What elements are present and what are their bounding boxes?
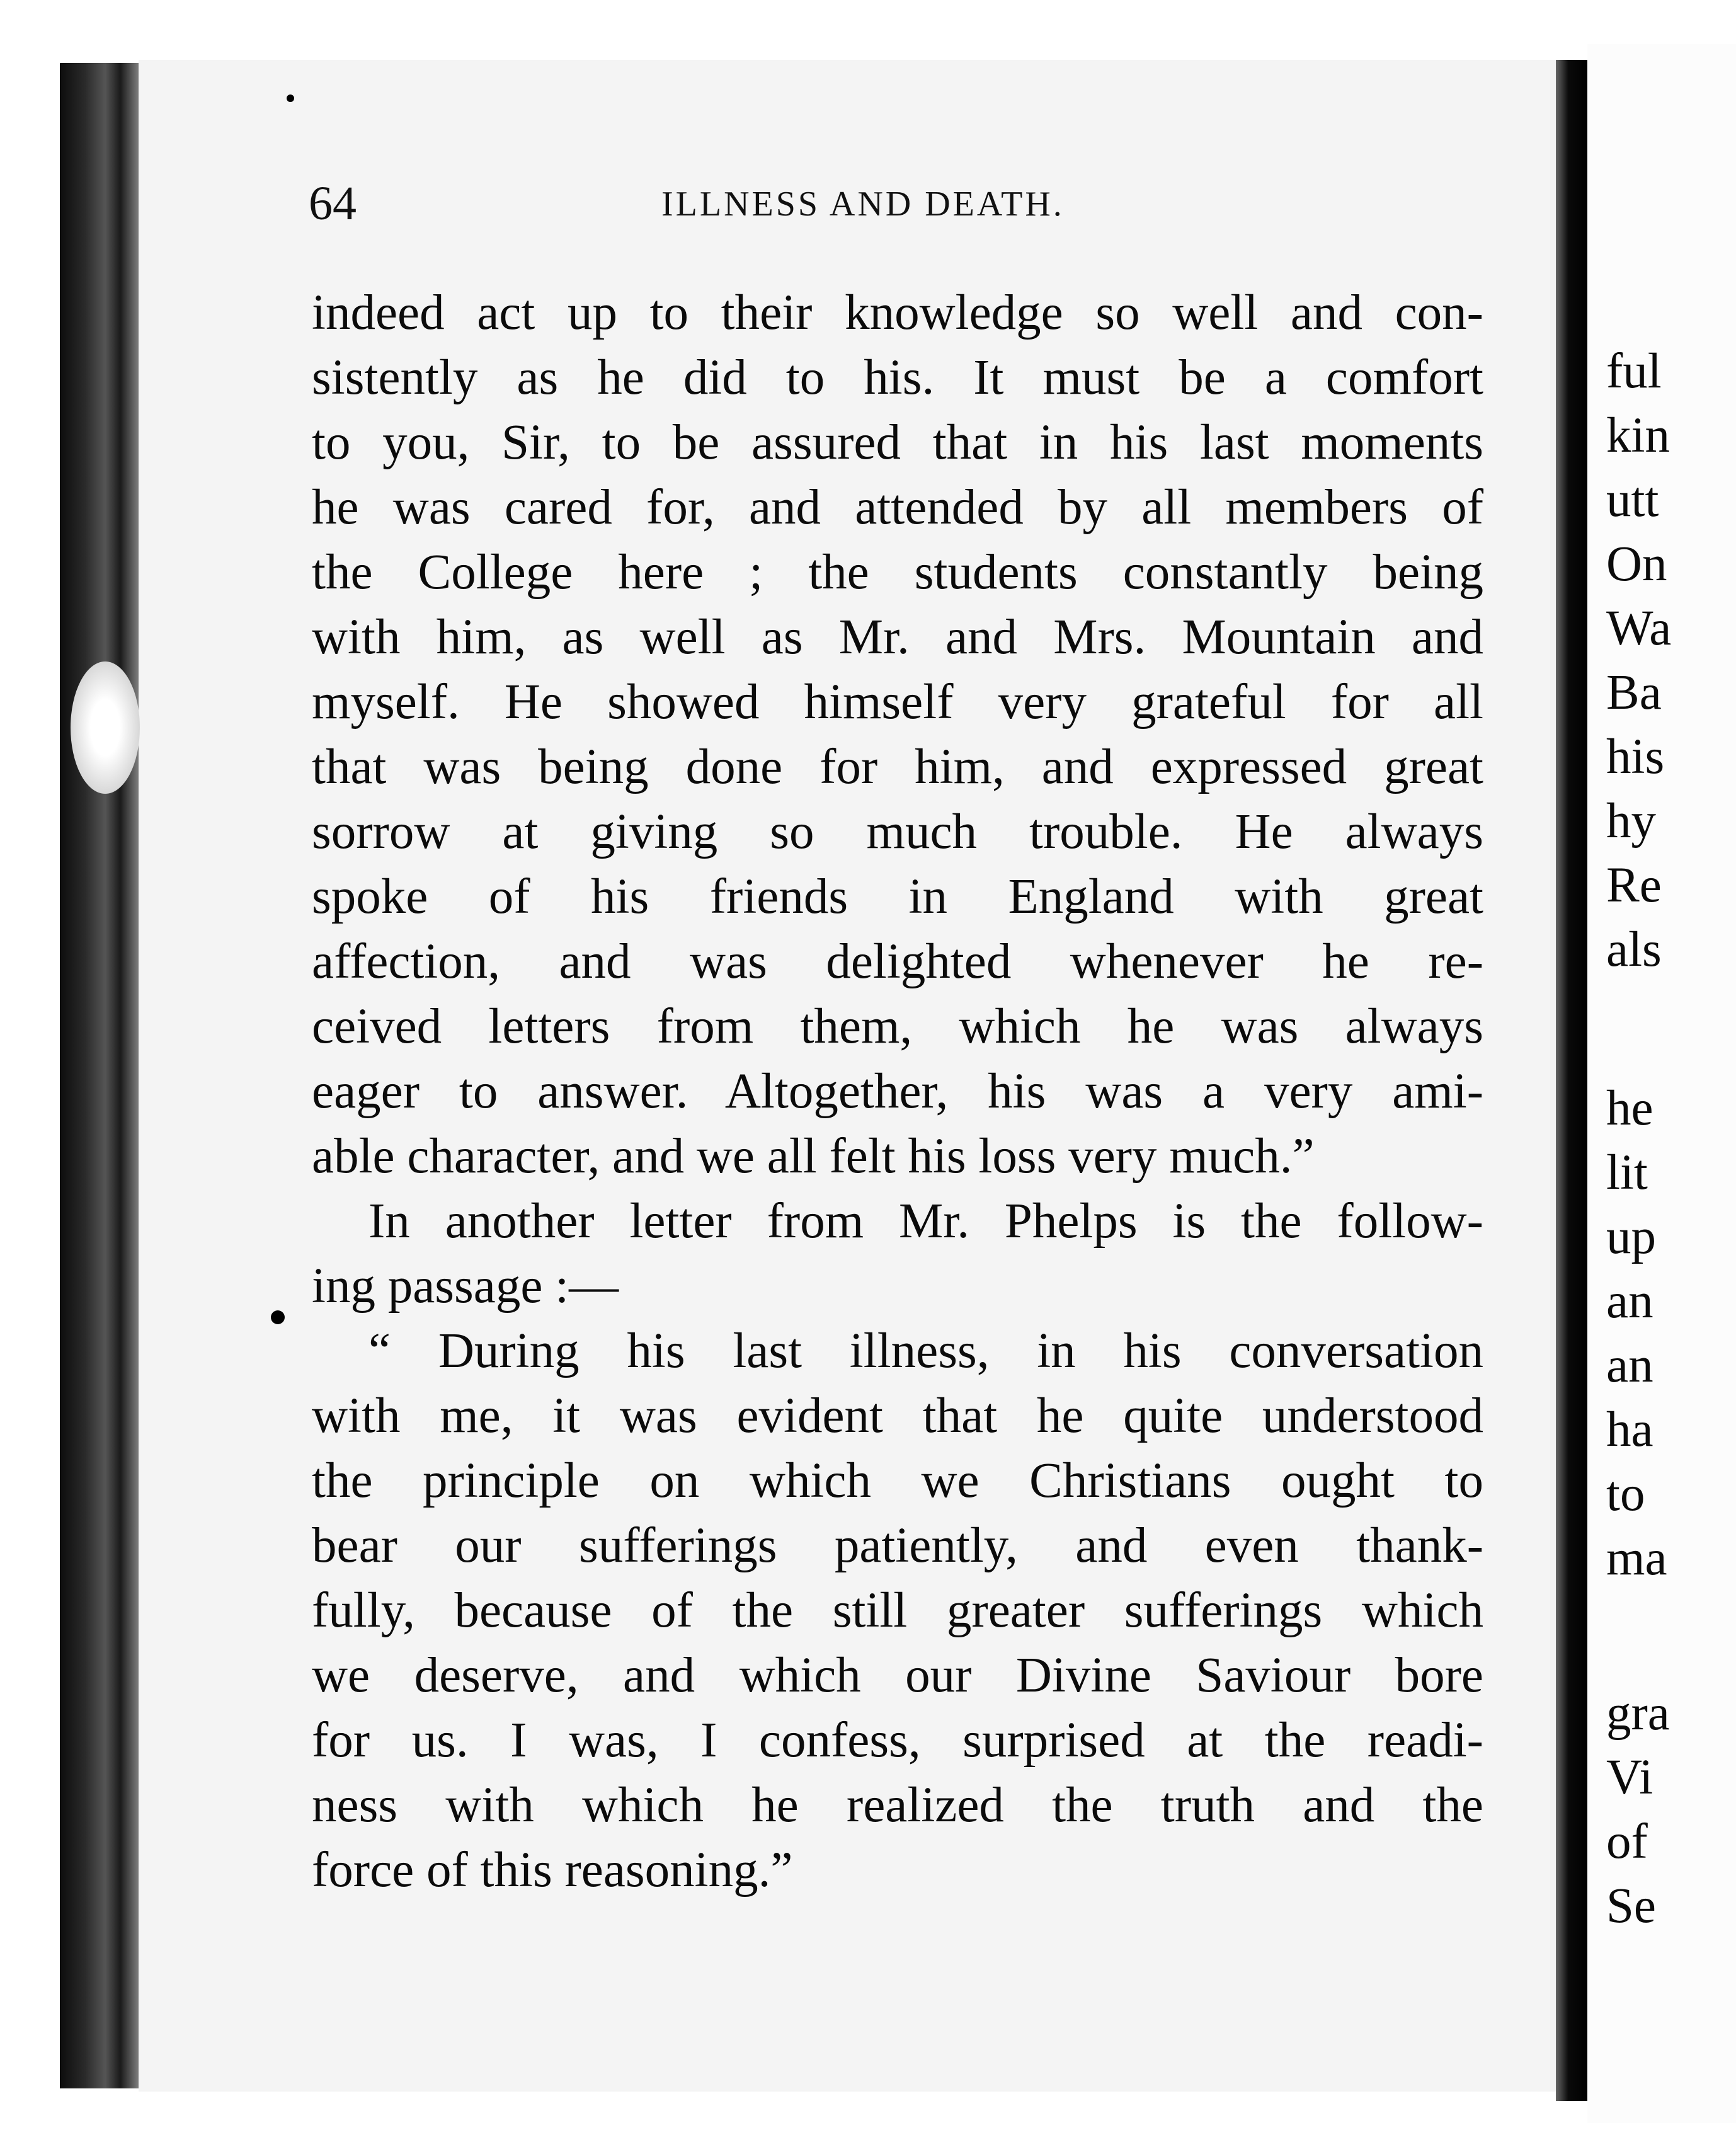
ink-dot (271, 1310, 285, 1324)
right-page-fragment: utt (1606, 472, 1659, 527)
text-line: sistently as he did to his. It must be a comfort (312, 350, 1483, 405)
page-header (309, 176, 1146, 246)
text-line: we deserve, and which our Divine Saviour bore (312, 1648, 1483, 1703)
text-line: sorrow at giving so much trouble. He always (312, 804, 1483, 859)
right-page-edge (1587, 44, 1736, 2123)
right-page-fragment: an (1606, 1338, 1653, 1393)
page-number: 64 (309, 177, 357, 230)
ink-dot (287, 94, 294, 102)
text-line: that was being done for him, and expressed great (312, 740, 1483, 794)
text-line: able character, and we all felt his loss very much.” (312, 1129, 1315, 1184)
text-line: to you, Sir, to be assured that in his last moments (312, 415, 1483, 470)
right-page-fragment: Wa (1606, 601, 1672, 656)
body-text (312, 280, 1483, 1903)
right-page-fragment: Re (1606, 858, 1662, 913)
right-page-fragment: an (1606, 1274, 1653, 1329)
right-page-fragment: kin (1606, 408, 1670, 463)
right-page-fragment: he (1606, 1081, 1653, 1136)
right-page-fragment: als (1606, 922, 1662, 977)
right-page-fragment: hy (1606, 794, 1656, 849)
right-page-fragment: lit (1606, 1145, 1648, 1200)
right-page-fragment: Ba (1606, 665, 1662, 720)
right-page-fragment: ha (1606, 1402, 1653, 1457)
right-page-fragment: his (1606, 730, 1665, 784)
right-page-fragment: On (1606, 537, 1667, 592)
right-page-fragment: ful (1606, 344, 1662, 399)
text-line: with me, it was evident that he quite understood (312, 1388, 1483, 1443)
text-line: the College here ; the students constantly being (312, 545, 1483, 600)
text-line: ceived letters from them, which he was always (312, 999, 1483, 1054)
text-line: ing passage :— (312, 1259, 619, 1314)
right-page-fragment: to (1606, 1467, 1645, 1521)
text-line: indeed act up to their knowledge so well and con- (312, 285, 1483, 340)
right-page-fragment: Vi (1606, 1750, 1653, 1805)
text-line: bear our sufferings patiently, and even thank- (312, 1518, 1483, 1573)
text-line: the principle on which we Christians ought to (312, 1453, 1483, 1508)
text-line: In another letter from Mr. Phelps is the follow- (368, 1194, 1483, 1249)
paper-smudge (71, 661, 140, 794)
text-line: with him, as well as Mr. and Mrs. Mountain and (312, 610, 1483, 665)
running-head: ILLNESS AND DEATH. (661, 185, 1065, 224)
right-page-fragment: of (1606, 1814, 1648, 1869)
text-line: affection, and was delighted whenever he re- (312, 934, 1483, 989)
text-line: “ During his last illness, in his conversation (368, 1324, 1483, 1378)
book-gutter (1556, 60, 1587, 2101)
text-line: force of this reasoning.” (312, 1843, 793, 1898)
text-line: myself. He showed himself very grateful for all (312, 675, 1483, 730)
text-line: spoke of his friends in England with great (312, 869, 1483, 924)
right-page-fragment: up (1606, 1210, 1656, 1264)
text-line: he was cared for, and attended by all members of (312, 480, 1483, 535)
text-line: fully, because of the still greater sufferings which (312, 1583, 1483, 1638)
text-line: eager to answer. Altogether, his was a very ami- (312, 1064, 1483, 1119)
right-page-fragment: gra (1606, 1686, 1670, 1741)
right-page-fragment: ma (1606, 1531, 1667, 1586)
text-line: for us. I was, I confess, surprised at the readi- (312, 1713, 1483, 1768)
text-line: ness with which he realized the truth and the (312, 1778, 1483, 1833)
right-page-fragment: Se (1606, 1879, 1656, 1933)
